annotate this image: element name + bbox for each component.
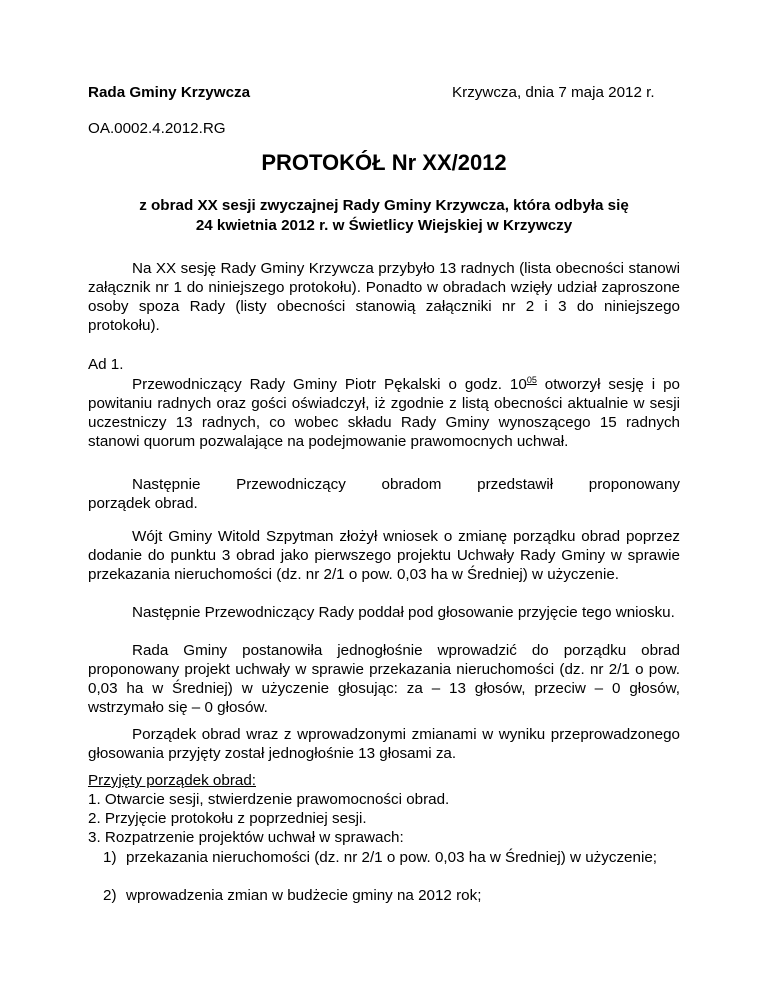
ad1-paragraph-agenda-intro [132,476,680,493]
agenda-subitem-number: 2) [103,887,117,904]
organization-name: Rada Gminy Krzywcza [88,84,251,101]
agenda-intro-word: Przewodniczący [236,476,346,493]
intro-paragraph: Na XX sesję Rady Gminy Krzywcza przybyło 13 radnych (lista obecności stanowi załącznik nr 1 do niniejszego protokołu). Ponadto w obradach wzięły udział zaproszone osoby spoza Rady (listy obecności stanowią załączniki nr 2 i 3 do niniejszego protokołu). [88,260,680,334]
document-subtitle [80,196,688,236]
ad1-paragraph-vote-call: Następnie Przewodniczący Rady poddał pod głosowanie przyjęcie tego wniosku. [132,604,675,621]
section-ad1-heading: Ad 1. [88,356,124,373]
ad1-paragraph-agenda-adopted: Porządek obrad wraz z wprowadzonymi zmianami w wyniku przeprowadzonego głosowania przyjęty został jednogłośnie 13 głosami za. [88,726,680,762]
agenda-intro-word: obradom [381,476,442,493]
place-and-date: Krzywcza, dnia 7 maja 2012 r. [452,84,655,101]
agenda-intro-word: proponowany [588,476,680,493]
agenda-subitem-text: wprowadzenia zmian w budżecie gminy na 2012 rok; [126,887,482,904]
ad1-paragraph-vote-result: Rada Gminy postanowiła jednogłośnie wprowadzić do porządku obrad proponowany projekt uchwały w sprawie przekazania nieruchomości (dz. nr 2/1 o pow. 0,03 ha w Średniej) w użyczenie głosując: za – 13 głosów, przeciw – 0 głosów, wstrzymało się – 0 głosów. [88,642,680,716]
opening-text-part2: otworzył sesję i po powitaniu radnych oraz gości oświadczył, iż zgodnie z listą obecności aktualnie w sesji uczestniczy 13 radnych, co wobec składu Rady Gminy wynoszącego 15 radnych stanowi quorum pozwalające na podejmowanie prawomocnych uchwał. [88,376,680,450]
agenda-intro-word: Następnie [132,476,201,493]
agenda-subitem-text: przekazania nieruchomości (dz. nr 2/1 o pow. 0,03 ha w Średniej) w użyczenie; [126,849,657,866]
subtitle-line-2: 24 kwietnia 2012 r. w Świetlicy Wiejskiej w Krzywczy [195,217,573,234]
reference-number: OA.0002.4.2012.RG [88,120,226,137]
agenda-intro-word: przedstawił [477,476,554,493]
agenda-subitem-number: 1) [103,849,117,866]
agenda-heading: Przyjęty porządek obrad: [88,772,256,789]
ad1-paragraph-motion: Wójt Gminy Witold Szpytman złożył wniosek o zmianę porządku obrad poprzez dodanie do punktu 3 obrad jako pierwszego projektu Uchwały Rady Gminy w sprawie przekazania nieruchomości (dz. nr 2/1 o pow. 0,03 ha w Średniej) w użyczenie. [88,528,680,583]
agenda-item: 1. Otwarcie sesji, stwierdzenie prawomocności obrad. [88,791,450,808]
agenda-item: 2. Przyjęcie protokołu z poprzedniej sesji. [88,810,367,827]
subtitle-line-1: z obrad XX sesji zwyczajnej Rady Gminy Krzywcza, która odbyła się [139,197,629,214]
agenda-intro-line2: porządek obrad. [88,495,198,512]
opening-text-part1: Przewodniczący Rady Gminy Piotr Pękalski o godz. 10 [132,376,527,393]
document-title: PROTOKÓŁ Nr XX/2012 [261,150,507,175]
agenda-item: 3. Rozpatrzenie projektów uchwał w sprawach: [88,829,404,846]
ad1-paragraph-opening [88,375,680,451]
opening-time-minutes: 05 [526,375,537,385]
